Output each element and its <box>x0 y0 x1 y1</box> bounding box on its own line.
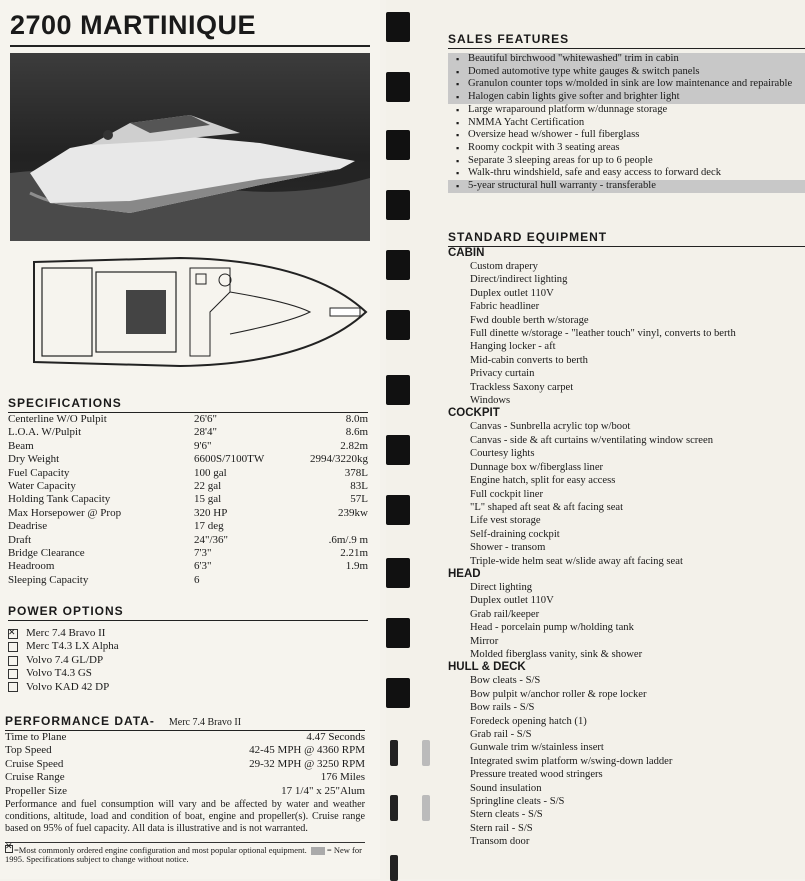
spec-metric: 2.82m <box>340 439 368 452</box>
performance-label: Propeller Size <box>5 784 68 797</box>
power-option-label: Volvo T4.3 GS <box>26 667 92 680</box>
sales-features-heading: SALES FEATURES <box>448 32 805 49</box>
spec-metric: .6m/.9 m <box>328 533 368 546</box>
equipment-item: Shower - transom <box>470 542 546 554</box>
equipment-item: Hanging locker - aft <box>470 341 556 353</box>
spec-metric: 239kw <box>338 506 368 519</box>
legend-new: = New for 1995. Specifications subject to change without notice. <box>5 844 362 865</box>
spec-label: Holding Tank Capacity <box>8 493 111 506</box>
deck-plan-drawing <box>30 252 370 372</box>
specifications-heading: SPECIFICATIONS <box>8 396 368 413</box>
performance-engine: Merc 7.4 Bravo II <box>168 717 242 728</box>
new-swatch-icon <box>311 847 325 855</box>
spec-imperial: 100 gal <box>194 466 227 479</box>
equipment-item: Duplex outlet 110V <box>470 595 554 607</box>
spec-imperial: 26'6" <box>194 413 217 425</box>
equipment-item: Pressure treated wood stringers <box>470 769 603 781</box>
checkbox-icon <box>5 845 13 853</box>
performance-note: Performance and fuel consumption will vary and be affected by water and weather conditions, altitude, load and condition of boat, engine and propeller(s). Cruise range based on 95% of fuel capacity. All data is illustrative and is not warranted. <box>5 799 365 835</box>
equipment-item: Windows <box>470 395 511 407</box>
performance-label: Top Speed <box>5 744 52 757</box>
spec-imperial: 6600S/7100TW <box>194 453 265 466</box>
equipment-item: Grab rail/keeper <box>470 608 540 620</box>
spec-label: L.O.A. W/Pulpit <box>8 426 82 439</box>
spec-imperial: 17 deg <box>194 520 224 533</box>
equipment-item: Full dinette w/storage - "leather touch" vinyl, converts to berth <box>470 328 736 340</box>
equipment-item: Direct/indirect lighting <box>470 274 568 286</box>
equipment-item: "L" shaped aft seat & aft facing seat <box>470 501 624 513</box>
performance-table <box>5 731 365 798</box>
checkbox-icon <box>8 642 18 652</box>
standard-equipment-heading: STANDARD EQUIPMENT <box>448 230 805 247</box>
legend <box>5 842 365 865</box>
spec-label: Dry Weight <box>8 453 60 466</box>
power-options-section <box>8 604 368 694</box>
sales-feature-item: ▪ NMMA Yacht Certification <box>448 117 805 130</box>
equipment-item: Direct lighting <box>470 581 533 593</box>
equipment-item: Fabric headliner <box>470 301 540 313</box>
spec-label: Deadrise <box>8 520 48 533</box>
spec-metric: 8.0m <box>345 413 368 425</box>
spec-row <box>8 534 368 547</box>
spec-metric: 57L <box>350 493 368 506</box>
spiral-binding <box>376 0 416 879</box>
equipment-category: COCKPIT <box>448 407 500 420</box>
equipment-item: Bow rails - S/S <box>470 702 535 714</box>
equipment-item: Privacy curtain <box>470 368 535 380</box>
equipment-item: Fwd double berth w/storage <box>470 314 589 326</box>
title-rule <box>10 45 370 47</box>
checkbox-icon <box>8 682 18 692</box>
spec-label: Beam <box>8 439 34 452</box>
equipment-item: Duplex outlet 110V <box>470 287 554 299</box>
boat-photo <box>10 53 370 241</box>
standard-equipment-section <box>448 230 805 849</box>
standard-equipment-list <box>448 247 805 849</box>
sales-feature-item: ▪ Beautiful birchwood "whitewashed" trim in cabin <box>448 53 805 66</box>
power-option <box>8 667 368 680</box>
equipment-item: Canvas - side & aft curtains w/ventilating window screen <box>470 434 714 446</box>
power-options-list <box>8 627 368 694</box>
sales-feature-item: ▪ Walk-thru windshield, safe and easy access to forward deck <box>448 167 805 180</box>
equipment-category: HULL & DECK <box>448 661 526 674</box>
equipment-item: Triple-wide helm seat w/slide away aft facing seat <box>470 555 683 567</box>
checkbox-icon <box>8 656 18 666</box>
sales-features-list <box>448 53 805 193</box>
equipment-item: Mirror <box>470 635 499 647</box>
performance-heading-row <box>5 714 365 731</box>
specifications-section <box>8 396 368 587</box>
spec-row <box>8 413 368 426</box>
spec-imperial: 6 <box>194 573 200 586</box>
power-option <box>8 640 368 653</box>
spec-label: Draft <box>8 533 32 546</box>
spec-row <box>8 467 368 480</box>
power-option <box>8 654 368 667</box>
spec-label: Max Horsepower @ Prop <box>8 506 122 519</box>
equipment-item: Molded fiberglass vanity, sink & shower <box>470 648 643 660</box>
equipment-item: Bow cleats - S/S <box>470 675 541 687</box>
performance-row <box>5 731 365 744</box>
performance-value: 42-45 MPH @ 4360 RPM <box>249 744 365 757</box>
power-option-label: Merc T4.3 LX Alpha <box>26 640 119 653</box>
sales-feature-item: ▪ Large wraparound platform w/dunnage storage <box>448 104 805 117</box>
equipment-item: Canvas - Sunbrella acrylic top w/boot <box>470 421 631 433</box>
sales-features-section <box>448 32 805 193</box>
spec-imperial: 24"/36" <box>194 533 229 546</box>
spec-metric: 83L <box>350 480 368 493</box>
sales-feature-item: ▪ Oversize head w/shower - full fiberglass <box>448 129 805 142</box>
sales-feature-item: ▪ Granulon counter tops w/molded in sink are low maintenance and repairable <box>448 78 805 91</box>
equipment-item: Integrated swim platform w/swing-down ladder <box>470 755 673 767</box>
page-title: 2700 MARTINIQUE <box>10 10 257 40</box>
specifications-table <box>8 413 368 587</box>
equipment-item: Mid-cabin converts to berth <box>470 354 588 366</box>
spec-label: Bridge Clearance <box>8 547 85 560</box>
spec-row <box>8 426 368 439</box>
sales-feature-item: ▪ 5-year structural hull warranty - transferable <box>448 180 805 193</box>
performance-row <box>5 785 365 798</box>
equipment-item: Custom drapery <box>470 261 538 272</box>
power-option <box>8 627 368 640</box>
spec-imperial: 22 gal <box>194 480 222 493</box>
power-option-label: Volvo KAD 42 DP <box>26 680 110 693</box>
sales-feature-item: ▪ Halogen cabin lights give softer and brighter light <box>448 91 805 104</box>
equipment-item: Transom door <box>470 836 530 848</box>
performance-row <box>5 758 365 771</box>
spec-metric: 378L <box>344 466 368 479</box>
equipment-item: Bow pulpit w/anchor roller & rope locker <box>470 688 647 700</box>
equipment-item: Stern cleats - S/S <box>470 809 543 821</box>
equipment-item: Springline cleats - S/S <box>470 796 565 808</box>
spec-metric: 2.21m <box>340 547 368 560</box>
equipment-item: Life vest storage <box>470 515 541 527</box>
performance-label: Time to Plane <box>5 731 67 743</box>
spec-row <box>8 574 368 587</box>
spec-imperial: 15 gal <box>194 493 222 506</box>
equipment-item: Grab rail - S/S <box>470 729 532 740</box>
equipment-item: Stern rail - S/S <box>470 822 533 834</box>
equipment-item: Sound insulation <box>470 782 542 794</box>
spec-label: Centerline W/O Pulpit <box>8 413 107 425</box>
spec-row <box>8 520 368 533</box>
performance-value: 17 1/4" x 25"Alum <box>281 784 365 797</box>
performance-row <box>5 771 365 784</box>
spec-row <box>8 440 368 453</box>
performance-label: Cruise Range <box>5 771 65 784</box>
spec-row <box>8 507 368 520</box>
power-option <box>8 681 368 694</box>
spec-row <box>8 480 368 493</box>
spec-label: Sleeping Capacity <box>8 573 89 586</box>
equipment-item: Courtesy lights <box>470 448 535 460</box>
equipment-item: Dunnage box w/fiberglass liner <box>470 461 604 473</box>
performance-value: 29-32 MPH @ 3250 RPM <box>249 757 365 770</box>
performance-value: 4.47 Seconds <box>306 731 365 743</box>
sales-feature-item: ▪ Roomy cockpit with 3 seating areas <box>448 142 805 155</box>
spec-metric: 1.9m <box>345 560 368 573</box>
spec-label: Headroom <box>8 560 55 573</box>
sales-feature-item: ▪ Separate 3 sleeping areas for up to 6 people <box>448 155 805 168</box>
spec-row <box>8 493 368 506</box>
power-option-label: Merc 7.4 Bravo II <box>26 627 106 639</box>
equipment-item: Foredeck opening hatch (1) <box>470 715 587 727</box>
legend-checked: =Most commonly ordered engine configuration and most popular optional equipment. <box>14 844 307 855</box>
equipment-category: CABIN <box>448 247 485 259</box>
spec-imperial: 9'6" <box>194 439 212 452</box>
spec-row <box>8 453 368 466</box>
performance-label: Cruise Speed <box>5 757 64 770</box>
equipment-item: Head - porcelain pump w/holding tank <box>470 622 634 634</box>
checkbox-icon <box>8 629 18 639</box>
spec-metric: 8.6m <box>345 426 368 439</box>
equipment-item: Gunwale trim w/stainless insert <box>470 742 604 754</box>
spec-imperial: 6'3" <box>194 560 212 573</box>
spec-row <box>8 547 368 560</box>
spec-imperial: 7'3" <box>194 547 212 560</box>
performance-heading: PERFORMANCE DATA- <box>5 714 155 728</box>
spec-label: Fuel Capacity <box>8 466 70 479</box>
equipment-category: HEAD <box>448 567 481 580</box>
spec-metric: 2994/3220kg <box>309 453 368 466</box>
spec-imperial: 28'4" <box>194 426 217 439</box>
spec-label: Water Capacity <box>8 480 76 493</box>
performance-row <box>5 744 365 757</box>
spec-metric <box>294 520 368 533</box>
power-option-label: Volvo 7.4 GL/DP <box>26 653 104 666</box>
equipment-item: Full cockpit liner <box>470 488 543 500</box>
spec-row <box>8 560 368 573</box>
spec-imperial: 320 HP <box>194 506 228 519</box>
equipment-item: Self-draining cockpit <box>470 528 560 540</box>
spec-metric <box>294 574 368 587</box>
checkbox-icon <box>8 669 18 679</box>
equipment-item: Engine hatch, split for easy access <box>470 475 616 487</box>
power-options-heading: POWER OPTIONS <box>8 604 368 621</box>
performance-section <box>5 714 365 865</box>
performance-value: 176 Miles <box>320 771 365 784</box>
sales-feature-item: ▪ Domed automotive type white gauges & switch panels <box>448 66 805 79</box>
equipment-item: Trackless Saxony carpet <box>470 381 574 393</box>
